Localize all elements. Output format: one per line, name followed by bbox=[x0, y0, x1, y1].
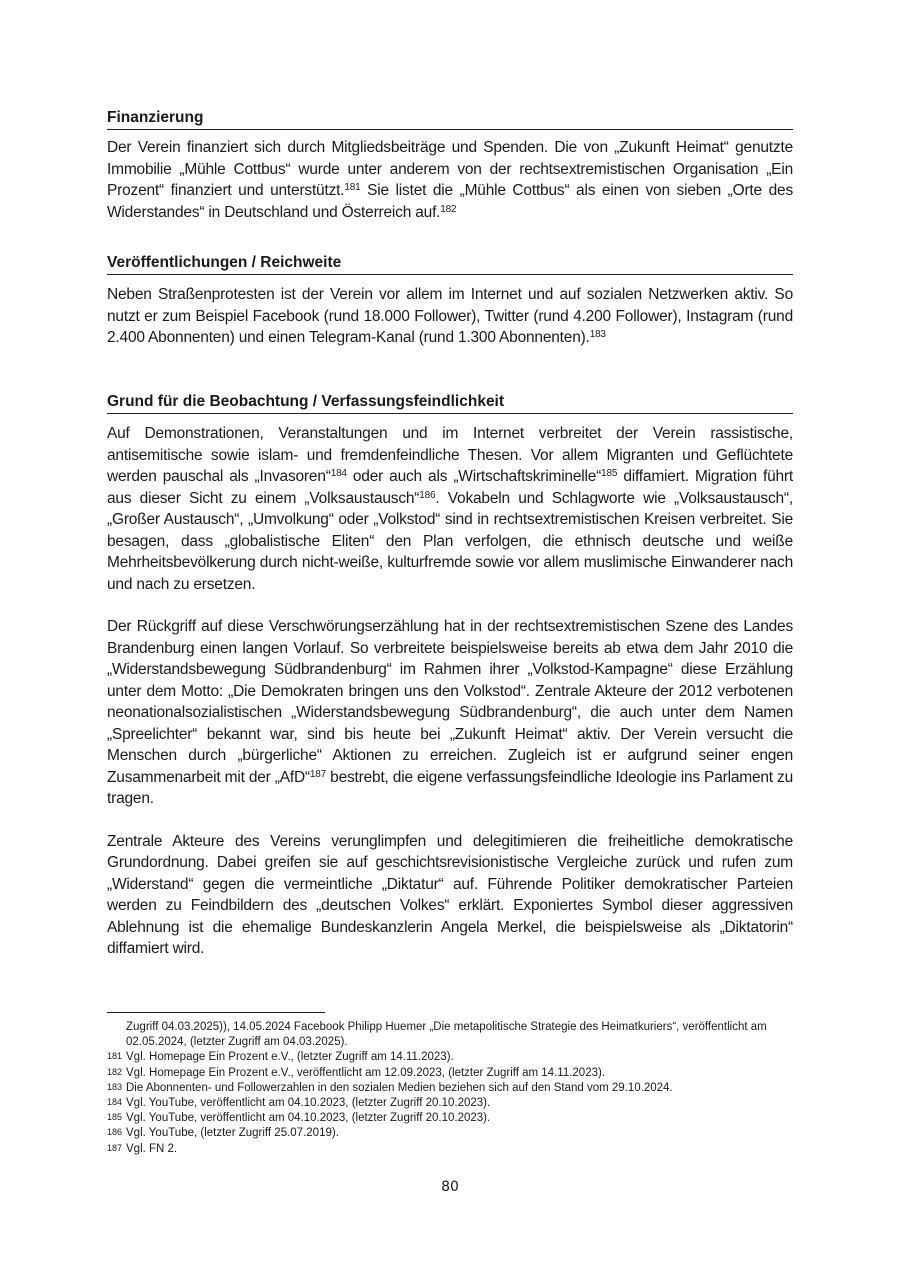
footnote-text: Die Abonnenten- und Followerzahlen in den sozialen Medien beziehen sich auf den Stand vom 29.10.2024. bbox=[126, 1081, 673, 1094]
footnote-number: 186 bbox=[107, 1127, 123, 1138]
paragraph: Der Verein finanziert sich durch Mitgliedsbeiträge und Spenden. Die von „Zukunft Heimat“ genutzte Immobilie „Mühle Cottbus“ wurde unter anderem von der rechtsextremistischen Organisation „Ein Prozent“ finanziert und unterstützt.$^{181}$ Sie listet die „Mühle Cottbus“ als einen von sieben „Orte des Widerstandes“ in Deutschland und Österreich auf.$^{182}$ bbox=[107, 139, 793, 221]
footnote-ref[interactable]: 183 bbox=[589, 329, 606, 340]
footnote-item bbox=[107, 1096, 797, 1111]
footnote-list bbox=[107, 1050, 797, 1156]
footnote-ref[interactable]: 184 bbox=[330, 468, 347, 479]
footnote-item bbox=[107, 1126, 797, 1141]
footnote-number: 183 bbox=[107, 1081, 123, 1092]
footnote-text: Vgl. YouTube, veröffentlicht am 04.10.2023, (letzter Zugriff 20.10.2023). bbox=[126, 1097, 491, 1110]
footnote-ref[interactable]: 182 bbox=[440, 203, 457, 215]
footnote-item bbox=[107, 1081, 797, 1096]
paragraph: Zentrale Akteure des Vereins verunglimpfen und delegitimieren die freiheitliche demokratische Grundordnung. Dabei greifen sie auf geschichtsrevisionistische Vergleiche zurück und rufen zum „Widerstand“ gegen die vermeintliche „Diktatur“ auf. Führende Politiker demokratischer Parteien werden zu Feindbildern des „deutschen Volkes“ erklärt. Exponiertes Symbol dieser aggressiven Ablehnung ist die ehemalige Bundeskanzlerin Angela Merkel, die beispielsweise als „Diktatorin“ diffamiert wird. bbox=[107, 832, 793, 957]
footnote-continuation: Zugriff 04.03.2025)), 14.05.2024 Facebook Philipp Huemer „Die metapolitische Strategie des Heimatkuriers“, veröffentlicht am 02.05.2024, (letzter Zugriff am 04.03.2025). bbox=[126, 1021, 767, 1049]
section-heading: Grund für die Beobachtung / Verfassungsfeindlichkeit bbox=[107, 392, 793, 414]
footnote-item bbox=[107, 1066, 797, 1081]
footnote-number: 185 bbox=[107, 1112, 123, 1123]
footnote-number: 181 bbox=[107, 1051, 123, 1062]
footnote-number: 184 bbox=[107, 1097, 123, 1108]
footnote-number: 187 bbox=[107, 1142, 123, 1153]
paragraph: Auf Demonstrationen, Veranstaltungen und im Internet verbreitet der Verein rassistische, antisemitische sowie islam- und fremdenfeindliche Thesen. Vor allem Migranten und Geflüchtete werden pauschal als „Invasoren“$^{184}$ oder auch als „Wirtschaftskriminelle“$^{185}$ diffamiert. Migration führt aus dieser Sicht zu einem „Volksaustausch“$^{186}$. Vokabeln und Schlagworte wie „Volksaustausch“, „Großer Austausch“, „Umvolkung“ oder „Volkstod“ sind in rechtsextremistischen Kreisen verbreitet. Sie besagen, dass „globalistische Eliten“ den Plan verfolgen, die ethnisch deutsche und weiße Mehrheitsbevölkerung durch nicht-weiße, kulturfremde sowie vor allem muslimische Einwanderer nach und nach zu ersetzen. bbox=[107, 425, 793, 593]
footnote-text: Vgl. Homepage Ein Prozent e.V., veröffentlicht am 12.09.2023, (letzter Zugriff am 14.11.2023). bbox=[126, 1066, 606, 1079]
section-financing bbox=[107, 108, 793, 223]
footnote-number: 182 bbox=[107, 1066, 123, 1077]
footnote-text: Vgl. Homepage Ein Prozent e.V., (letzter Zugriff am 14.11.2023). bbox=[126, 1051, 454, 1064]
paragraph: Der Rückgriff auf diese Verschwörungserzählung hat in der rechtsextremistischen Szene des Landes Brandenburg einen langen Vorlauf. So verbreitete beispielsweise bereits ab etwa dem Jahr 2010 die „Widerstandsbewegung Südbrandenburg“ im Rahmen ihrer „Volkstod-Kampagne“ diese Erzählung unter dem Motto: „Die Demokraten bringen uns den Volkstod“. Zentrale Akteure der 2012 verbotenen neonationalsozialistischen „Widerstandsbewegung Südbrandenburg“, die auch unter dem Namen „Spreelichter“ bekannt war, sind bis heute bei „Zukunft Heimat“ aktiv. Der Verein versucht die Menschen durch „bürgerliche“ Aktionen zu erreichen. Zugleich ist er aufgrund seiner engen Zusammenarbeit mit der „AfD“$^{187}$ bestrebt, die eigene verfassungsfeindliche Ideologie ins Parlament zu tragen. bbox=[107, 618, 794, 807]
footnote-ref[interactable]: 181 bbox=[344, 182, 361, 193]
section-heading: Veröffentlichungen / Reichweite bbox=[107, 253, 793, 275]
footnote-item bbox=[107, 1111, 797, 1126]
footnote-item bbox=[107, 1050, 797, 1065]
footnote-separator bbox=[107, 1012, 325, 1013]
section-heading: Finanzierung bbox=[107, 108, 793, 130]
footnote-text: Vgl. FN 2. bbox=[126, 1142, 178, 1155]
footnote-ref[interactable]: 185 bbox=[601, 468, 618, 479]
footnote-ref[interactable]: 187 bbox=[309, 768, 327, 780]
footnotes bbox=[107, 1020, 797, 1157]
footnote-text: Vgl. YouTube, veröffentlicht am 04.10.2023, (letzter Zugriff 20.10.2023). bbox=[126, 1112, 491, 1125]
section-reason bbox=[107, 392, 793, 960]
section-reach bbox=[107, 253, 793, 349]
footnote-item bbox=[107, 1142, 797, 1157]
page-number: 80 bbox=[441, 1179, 459, 1195]
footnote-ref[interactable]: 186 bbox=[419, 489, 436, 501]
paragraph: Neben Straßenprotesten ist der Verein vor allem im Internet und auf sozialen Netzwerken aktiv. So nutzt er zum Beispiel Facebook (rund 18.000 Follower), Twitter (rund 4.200 Follower), Instagram (rund 2.400 Abonnenten) und einen Telegram-Kanal (rund 1.300 Abonnenten).$^{183}$ bbox=[107, 286, 793, 346]
footnote-text: Vgl. YouTube, (letzter Zugriff 25.07.2019). bbox=[126, 1127, 339, 1140]
